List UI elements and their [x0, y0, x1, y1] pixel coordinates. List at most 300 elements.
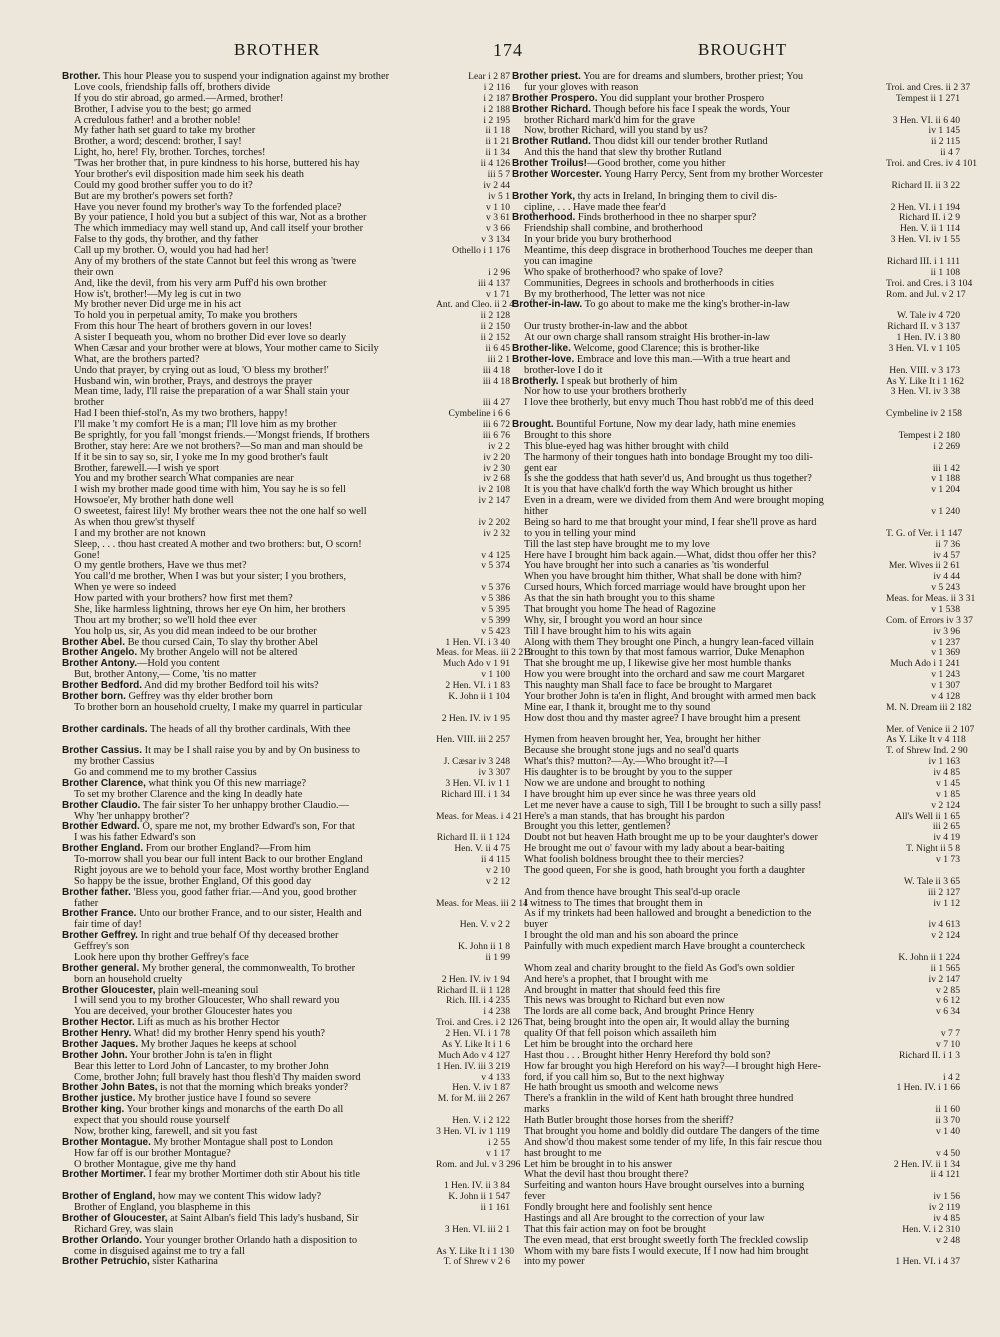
citation-reference: K. John ii 1 547	[436, 1192, 510, 1203]
quotation: Now, brother king, farewell, and sit you fast	[74, 1125, 258, 1137]
quotation: Surfeiting and wanton hours Have brought ourselves into a burning	[524, 1180, 805, 1192]
citation-reference: v 1 100	[436, 670, 510, 681]
headword: Brother-like.	[512, 342, 571, 354]
quotation: plain well-meaning soul	[155, 984, 259, 996]
headword: Brother king.	[62, 1104, 125, 1116]
entry-line	[512, 1257, 960, 1268]
headword: Brother Rutland.	[512, 136, 591, 148]
quotation: As that the sin hath brought you to this shame	[524, 593, 715, 604]
headword: Brother Bedford.	[62, 680, 142, 691]
quotation: The which immediacy may well stand up, And call itself your brother	[74, 223, 364, 235]
entry-text	[512, 1094, 960, 1105]
quotation: You have brought her into such a canaries as 'tis wonderful	[524, 560, 769, 572]
citation-reference: Richard II. i 2 9	[886, 213, 960, 224]
quotation: If it be sin to say so, sir, I yoke me In my good brother's fault	[74, 451, 328, 463]
quotation: ford, if you call him so, But to the next highway	[524, 1071, 725, 1083]
citation-reference: ii 1 108	[886, 268, 960, 279]
quotation: What, are the brothers parted?	[74, 353, 200, 365]
citation-reference: iii 4 18	[436, 377, 510, 388]
citation-reference: i 4 238	[436, 1007, 510, 1018]
entry-line	[512, 453, 960, 464]
citation-reference: Troi. and Cres. i 3 104	[886, 277, 973, 289]
entry-line	[512, 942, 960, 953]
headword: Brother.	[62, 71, 101, 82]
quotation: When ye were so indeed	[74, 582, 177, 594]
headword: Brotherly.	[512, 375, 559, 387]
entry-text	[512, 714, 960, 725]
quotation: That brought you home The head of Ragozine	[524, 603, 716, 615]
quotation: My brother general, the commonwealth, To brother	[139, 962, 356, 974]
headword: Brother Troilus!	[512, 158, 588, 169]
citation-reference: iv 2 20	[436, 453, 510, 464]
citation-reference: ii 4 115	[436, 855, 510, 866]
citation-reference: T. Night ii 5 8	[886, 844, 960, 855]
entry-headword-line	[62, 931, 510, 942]
citation-reference: Hen. V. i 2 310	[886, 1225, 960, 1236]
headword: Brother Geffrey.	[62, 930, 138, 942]
citation-reference: iv 2 68	[436, 474, 510, 485]
citation-reference: Rich. III. i 4 235	[436, 996, 510, 1007]
quotation: The heads of all thy brother cardinals, With thee	[147, 723, 351, 735]
quotation: That this fair action may on foot be brought	[524, 1223, 706, 1235]
citation-reference: iii 5 7	[436, 170, 510, 181]
quotation: What the devil hast thou brought there?	[524, 1169, 689, 1181]
citation-reference: Troi. and Cres. iv 4 101	[886, 158, 978, 169]
quotation: Here have I brought him back again.—What, didst thou offer her this?	[524, 549, 817, 561]
quotation: Communities, Degrees in schools and brotherhoods in cities	[524, 277, 774, 289]
citation-reference: 3 Hen. VI. iv 1 1	[436, 779, 510, 790]
quotation: By your patience, I hold you but a subject of this war, Not as a brother	[74, 212, 367, 224]
quotation: And, like the devil, from his very arm Puff'd his own brother	[74, 277, 327, 289]
quotation: I love thee brotherly, but envy much Thou hast robb'd me of this deed	[524, 397, 814, 409]
citation-reference: As Y. Like It i 1 162	[886, 375, 965, 387]
entry-line	[512, 866, 960, 877]
citation-reference: ii 4 7	[886, 148, 960, 159]
citation-reference: Hen. V. ii 1 114	[886, 224, 960, 235]
quotation: Thou didst kill our tender brother Rutland	[590, 136, 768, 148]
headword: Brother general.	[62, 962, 140, 974]
quotation: So happy be the issue, brother England, Of this good day	[74, 875, 312, 887]
citation-reference: v 5 423	[436, 627, 510, 638]
citation-reference: v 7 7	[886, 1029, 960, 1040]
headword: Brother England.	[62, 843, 144, 855]
entry-text	[512, 909, 960, 920]
quotation: When Cæsar and your brother were at blows, Your mother came to Sicily	[74, 342, 379, 354]
quotation: My brother never Did urge me in his act	[74, 299, 242, 311]
quotation: There's a franklin in the wild of Kent hath brought three hundred	[524, 1093, 794, 1105]
quotation: Finds brotherhood in thee no sharper spur?	[575, 212, 757, 224]
citation-reference: Richard II. ii 3 22	[886, 181, 960, 192]
quotation: at Saint Alban's field This lady's husband, Sir	[167, 1212, 359, 1224]
quotation: Fondly brought here and foolishly sent hence	[524, 1202, 713, 1213]
citation-reference: v 5 374	[436, 561, 510, 572]
quotation: Have you never found my brother's way To the forfended place?	[74, 201, 342, 213]
citation-reference: v 1 204	[886, 485, 960, 496]
quotation: Till I have brought him to his wits again	[524, 625, 692, 637]
quotation: Bountiful Fortune, Now my dear lady, hath mine enemies	[553, 419, 796, 430]
quotation: Brought you this letter, gentlemen?	[524, 821, 671, 833]
citation-reference: 3 Hen. VI. v 1 105	[886, 344, 960, 355]
citation-reference: iii 2 127	[886, 888, 960, 899]
citation-reference: v 1 45	[886, 779, 960, 790]
quotation: When you have brought him thither, What shall be done with him?	[524, 571, 802, 583]
quotation: You are for dreams and slumbers, brother priest; You	[580, 71, 804, 82]
quotation: Embrace and love this man.—With a true heart and	[574, 353, 791, 365]
citation-reference: Hen. VIII. v 3 173	[886, 366, 960, 377]
citation-reference: ii 2 152	[436, 333, 510, 344]
quotation: —Good brother, come you hither	[587, 158, 726, 169]
quotation: And this the hand that slew thy brother Rutland	[524, 147, 722, 159]
quotation: Whom with my bare fists I would execute, If I now had him brought	[524, 1245, 809, 1257]
quotation: Brother, a word; descend: brother, I say!	[74, 136, 242, 148]
citation-reference: Richard II. i 1 3	[886, 1051, 960, 1062]
citation-reference: ii 1 161	[436, 1203, 510, 1214]
quotation: to you in telling your mind	[524, 527, 636, 539]
quotation: Now we are undone and brought to nothing	[524, 777, 705, 789]
quotation: O brother Montague, give me thy hand	[74, 1158, 236, 1170]
quotation: I will send you to my brother Gloucester, Who shall reward you	[74, 995, 340, 1007]
citation-reference: v 2 124	[886, 801, 960, 812]
quotation: how may we content This widow lady?	[155, 1191, 322, 1203]
quotation: Why 'her unhappy brother'?	[74, 810, 190, 822]
quotation: O, spare me not, my brother Edward's son, For that	[139, 821, 355, 833]
citation-reference: v 6 34	[886, 1007, 960, 1018]
quotation: Now, brother Richard, will you stand by us?	[524, 125, 708, 137]
quotation: buyer	[524, 919, 548, 931]
quotation: That, being brought into the open air, It would allay the burning	[524, 1017, 790, 1029]
quotation: Friendship shall combine, and brotherhood	[524, 223, 703, 235]
quotation: That brought you home and boldly did outdare The dangers of the time	[524, 1125, 820, 1137]
citation-reference: iii 4 27	[436, 398, 510, 409]
quotation: My father hath set guard to take my brother	[74, 125, 256, 137]
quotation: Any of my brothers of the state Cannot but feel this wrong as 'twere	[74, 255, 357, 267]
citation-reference: As Y. Like It i 1 130	[436, 1245, 515, 1257]
quotation: If you do stir abroad, go armed.—Armed, brother!	[74, 92, 284, 104]
citation-reference: Ant. and Cleo. ii 2 45	[436, 299, 519, 311]
quotation: You are deceived, your brother Gloucester hates you	[74, 1006, 293, 1018]
citation-reference: v 1 17	[436, 1149, 510, 1160]
quotation: is not that the morning which breaks yonder?	[157, 1082, 349, 1094]
quotation: Howsoe'er, My brother hath done well	[74, 495, 234, 507]
citation-reference: 2 Hen. IV. ii 1 34	[886, 1160, 960, 1171]
quotation: their own	[74, 266, 114, 278]
citation-reference: 3 Hen. VI. iv 1 55	[886, 235, 960, 246]
quotation: I brought the old man and his son aboard the prince	[524, 930, 739, 942]
headword: Brother Gloucester,	[62, 984, 156, 996]
quotation: The fair sister To her unhappy brother Claudio.—	[140, 799, 350, 811]
quotation: Though before his face I speak the words, Your	[590, 103, 791, 115]
quotation: What! did my brother Henry spend his youth?	[131, 1028, 326, 1039]
headword: Brother Edward.	[62, 821, 140, 833]
citation-reference: 1 Hen. VI. i 4 37	[886, 1257, 960, 1268]
entry-text	[512, 1181, 960, 1192]
citation-reference: Richard II. ii 1 128	[436, 984, 510, 996]
headword: Brother born.	[62, 690, 126, 702]
citation-reference: v 2 85	[886, 986, 960, 997]
quotation: Here's a man stands, that has brought his pardon	[524, 810, 725, 822]
quotation: Husband win, win brother, Prays, and destroys the prayer	[74, 375, 313, 387]
citation-reference: Hen. VIII. iii 2 257	[436, 734, 510, 746]
citation-reference: v 5 399	[436, 616, 510, 627]
quotation: Call up my brother. O, would you had had her!	[74, 245, 269, 256]
citation-reference: v 1 40	[886, 1127, 960, 1138]
quotation: To hold you in perpetual amity, To make you brothers	[74, 310, 298, 322]
quotation: Go and commend me to my brother Cassius	[74, 767, 257, 778]
quotation: How far brought you high Hereford on his way?—I brought high Here-	[524, 1060, 821, 1072]
citation-reference: Troi. and Cres. i 2 126	[436, 1017, 523, 1029]
quotation: Whom zeal and charity brought to the field As God's own soldier	[524, 962, 795, 974]
quotation: Meantime, this deep disgrace in brotherhood Touches me deeper than	[524, 245, 813, 256]
citation-reference: Much Ado v 1 91	[436, 659, 510, 670]
quotation: hast brought to me	[524, 1147, 602, 1159]
quotation: brother-love I do it	[524, 364, 603, 376]
entry-headword-line	[512, 300, 960, 311]
citation-reference: Mer. of Venice ii 2 107	[886, 723, 975, 735]
citation-reference: iii 2 1	[436, 355, 510, 366]
quotation: Hymen from heaven brought her, Yea, brought her hither	[524, 734, 761, 746]
citation-reference: Much Ado i 1 241	[886, 659, 960, 670]
quotation: brother	[74, 397, 105, 409]
quotation: Brother, stay here: Are we not brothers?—So man and man should be	[74, 440, 363, 452]
citation-reference: i 2 195	[436, 116, 510, 127]
citation-reference: M. N. Dream iii 2 182	[886, 701, 972, 713]
citation-reference: v 2 12	[436, 877, 510, 888]
quotation: You did supplant your brother Prospero	[597, 92, 765, 104]
quotation: To set my brother Clarence and the king In deadly hate	[74, 788, 303, 800]
quotation: fair time of day!	[74, 919, 142, 931]
quotation: Doubt not but heaven Hath brought me up to be your daughter's dower	[524, 832, 818, 844]
citation-reference: 3 Hen. VI. iv 3 38	[886, 387, 960, 398]
quotation: She, like harmless lightning, throws her eye On him, her brothers	[74, 603, 346, 615]
citation-reference: v 1 538	[886, 605, 960, 616]
citation-reference: Troi. and Cres. ii 2 37	[886, 81, 971, 93]
citation-reference: ii 1 60	[886, 1105, 960, 1116]
quotation: By my brotherhood, The letter was not nice	[524, 288, 706, 300]
quotation: And brought in matter that should feed this fire	[524, 984, 721, 996]
quotation: Even in a dream, were we divided from them And were brought moping	[524, 495, 824, 507]
citation-reference: iv 3 96	[886, 627, 960, 638]
entry-text	[62, 387, 510, 398]
quotation: Young Harry Percy, Sent from my brother Worcester	[601, 168, 823, 180]
headword: Brother-in-law.	[512, 299, 583, 311]
citation-reference: iv 1 163	[886, 757, 960, 768]
quotation: Along with them They brought one Pinch, a hungry lean-faced villain	[524, 636, 814, 648]
headword: Brother Abel.	[62, 636, 125, 648]
headword: Brother Henry.	[62, 1028, 132, 1039]
citation-reference: v 1 71	[436, 290, 510, 301]
quotation: Look here upon thy brother Geffrey's face	[74, 951, 249, 963]
quotation: Being so hard to me that brought your mind, I fear she'll prove as hard	[524, 516, 817, 528]
citation-reference: iv 2 44	[436, 181, 510, 192]
quotation: Unto our brother France, and to our sister, Health and	[136, 908, 362, 920]
citation-reference: iv 2 147	[436, 496, 510, 507]
citation-reference: iv 2 2	[436, 442, 510, 453]
citation-reference: J. Cæsar iv 3 248	[436, 757, 510, 768]
citation-reference: Rom. and Jul. v 3 296	[436, 1158, 521, 1170]
citation-reference: iv 1 12	[886, 899, 960, 910]
quotation: —Hold you content	[137, 658, 220, 670]
quotation: And from thence have brought This seal'd-up oracle	[524, 886, 741, 898]
quotation: And here's a prophet, that I brought with me	[524, 973, 708, 985]
citation-reference: All's Well ii 1 65	[886, 812, 960, 823]
citation-reference: iii 4 18	[436, 366, 510, 377]
citation-reference: iv 4 44	[886, 572, 960, 583]
quotation: As when thou grew'st thyself	[74, 516, 195, 528]
entry-text	[62, 931, 510, 942]
headword: Brother Worcester.	[512, 168, 602, 180]
citation-reference: iv 4 57	[886, 551, 960, 562]
citation-reference: iv 3 307	[436, 768, 510, 779]
citation-reference: Rom. and Jul. v 2 17	[886, 288, 966, 300]
citation-reference: Cymbeline i 6 6	[436, 409, 510, 420]
quotation: 'Twas her brother that, in pure kindness to his horse, buttered his hay	[74, 158, 360, 169]
citation-reference: 2 Hen. VI. i 1 194	[886, 203, 960, 214]
quotation: Till the last step have brought me to my love	[524, 538, 710, 550]
quotation: You and my brother search What companies are near	[74, 473, 294, 485]
entry-headword-line	[62, 1170, 510, 1181]
citation-reference: iii 4 137	[436, 279, 510, 290]
quotation: Welcome, good Clarence; this is brother-like	[570, 342, 760, 354]
quotation: thy acts in Ireland, In bringing them to civil dis-	[574, 190, 778, 202]
quotation: And show'd thou makest some tender of my life, In this fair rescue thou	[524, 1136, 822, 1148]
citation-reference: v 1 243	[886, 670, 960, 681]
quotation: fever	[524, 1191, 546, 1203]
citation-reference: M. for M. iii 2 267	[437, 1093, 510, 1105]
quotation: Hastings and all Are brought to the correction of your law	[524, 1212, 765, 1224]
citation-reference: v 3 61	[436, 213, 510, 224]
citation-reference: v 7 10	[886, 1040, 960, 1051]
citation-reference: v 1 237	[886, 638, 960, 649]
citation-reference: iv 1 56	[886, 1192, 960, 1203]
quotation: Brought to this shore	[524, 429, 612, 441]
quotation: Could my good brother suffer you to do it?	[74, 179, 253, 191]
quotation: I and my brother are not known	[74, 527, 206, 539]
quotation: I was his father Edward's son	[74, 832, 196, 844]
citation-reference: v 4 125	[436, 551, 510, 562]
citation-reference: 1 Hen. VI. i 3 40	[436, 638, 510, 649]
citation-reference: iv 2 108	[436, 485, 510, 496]
headword: Brother Cassius.	[62, 745, 143, 757]
header-left-word: BROTHER	[234, 40, 321, 59]
citation-reference: iv 4 85	[886, 1214, 960, 1225]
citation-reference: iv 4 613	[886, 920, 960, 931]
citation-reference: Mer. Wives ii 2 61	[886, 561, 960, 572]
entry-line	[512, 1181, 960, 1192]
quotation: It may be I shall raise you by and by On business to	[142, 745, 360, 757]
citation-reference: Meas. for Meas. ii 3 31	[886, 593, 976, 604]
quotation: Mine ear, I thank it, brought me to thy sound	[524, 701, 711, 713]
entry-headword-line	[62, 888, 510, 899]
right-column	[512, 71, 978, 1268]
page-number: 174	[493, 40, 523, 60]
citation-reference: K. John ii 1 104	[436, 692, 510, 703]
quotation: Hast thou . . . Brought hither Henry Hereford thy bold son?	[524, 1049, 771, 1061]
quotation: Because she brought stone jugs and no seal'd quarts	[524, 745, 739, 757]
quotation: you can imagine	[524, 255, 593, 267]
quotation: My brother justice have I found so severe	[135, 1093, 311, 1105]
headword: Brother Clarence,	[62, 777, 146, 789]
citation-reference: iv 2 32	[436, 529, 510, 540]
quotation: I witness to The times that brought them in	[524, 897, 703, 909]
citation-reference: 3 Hen. VI. iii 2 1	[436, 1225, 510, 1236]
citation-reference: Meas. for Meas. i 4 21	[436, 810, 523, 822]
citation-reference: Tempest i 2 180	[886, 431, 960, 442]
citation-reference: Much Ado v 4 127	[436, 1051, 510, 1062]
quotation: Light, ho, here! Fly, brother. Torches, torches!	[74, 147, 266, 159]
quotation: father	[74, 897, 99, 909]
headword: Brother father.	[62, 886, 131, 898]
quotation: Is she the goddess that hath sever'd us, And brought us thus together?	[524, 473, 812, 485]
citation-reference: v 2 48	[886, 1236, 960, 1247]
quotation: Cursed hours, Which forced marriage would have brought upon her	[524, 582, 806, 594]
entry-text	[62, 703, 510, 714]
citation-reference: ii 1 34	[436, 148, 510, 159]
quotation: This naughty man Shall face to face be brought to Margaret	[524, 680, 772, 691]
entry-text	[62, 888, 510, 899]
quotation: I fear my brother Mortimer doth stir About his title	[145, 1169, 361, 1181]
quotation: Let me never have a cause to sigh, Till I be brought to such a silly pass!	[524, 799, 822, 811]
quotation: I speak but brotherly of him	[558, 375, 678, 387]
quotation: At our own charge shall ransom straight His brother-in-law	[524, 332, 771, 343]
citation-reference: Com. of Errors iv 3 37	[886, 614, 973, 626]
citation-reference: i 2 116	[436, 83, 510, 94]
quotation: gent ear	[524, 462, 558, 474]
citation-reference: ii 3 70	[886, 1116, 960, 1127]
quotation: His daughter is to be brought by you to the supper	[524, 767, 733, 778]
quotation: Your brother John is ta'en in flight, And brought with armed men back	[524, 690, 817, 702]
quotation: This hour Please you to suspend your indignation against my brother	[100, 71, 390, 82]
citation-reference: 1 Hen. IV. i 3 80	[886, 333, 960, 344]
citation-reference: Meas. for Meas. iii 2 14	[436, 897, 528, 909]
citation-reference: 2 Hen. VI. i 1 78	[436, 1029, 510, 1040]
citation-reference: W. Tale ii 3 65	[886, 877, 960, 888]
headword: Brother John Bates,	[62, 1082, 158, 1094]
citation-reference: v 3 134	[436, 235, 510, 246]
quotation: To-morrow shall you bear our full intent Back to our brother England	[74, 854, 363, 865]
quotation: brother Richard mark'd him for the grave	[524, 114, 695, 126]
citation-reference: iii 6 76	[436, 431, 510, 442]
citation-reference: K. John ii 1 224	[886, 953, 960, 964]
citation-reference: iv 4 19	[886, 833, 960, 844]
citation-reference: v 1 188	[886, 474, 960, 485]
citation-reference: i 2 269	[886, 442, 960, 453]
quotation: How parted with your brothers? how first met them?	[74, 593, 293, 604]
quotation: You call'd me brother, When I was but your sister; I you brothers,	[74, 571, 347, 583]
quotation: The even mead, that erst brought sweetly forth The freckled cowslip	[524, 1234, 809, 1246]
entry-line	[62, 703, 510, 714]
header-right-word: BROUGHT	[698, 40, 788, 59]
entry-line	[512, 496, 960, 507]
headword: Brought.	[512, 419, 554, 430]
quotation: This blue-eyed hag was hither brought with child	[524, 440, 729, 452]
citation-reference: v 1 240	[886, 507, 960, 518]
citation-reference: 2 Hen. IV. iv 1 94	[436, 975, 510, 986]
quotation: my brother Cassius	[74, 756, 155, 768]
quotation: Love cools, friendship falls off, brothers divide	[74, 81, 271, 93]
quotation: My brother Montague shall post to London	[150, 1136, 333, 1148]
quotation: He brought me out o' favour with my lady about a bear-baiting	[524, 843, 785, 855]
citation-reference: Meas. for Meas. iii 2 219	[436, 647, 533, 659]
entry-line	[512, 1094, 960, 1105]
citation-reference: v 5 386	[436, 594, 510, 605]
citation-reference: ii 1 99	[436, 953, 510, 964]
quotation: marks	[524, 1104, 550, 1116]
headword: Brother York,	[512, 190, 575, 202]
quotation: But are my brother's powers set forth?	[74, 190, 233, 202]
quotation: Thou art my brother; so we'll hold thee ever	[74, 614, 257, 626]
entry-line	[62, 387, 510, 398]
headword: Brother Hector.	[62, 1017, 135, 1029]
